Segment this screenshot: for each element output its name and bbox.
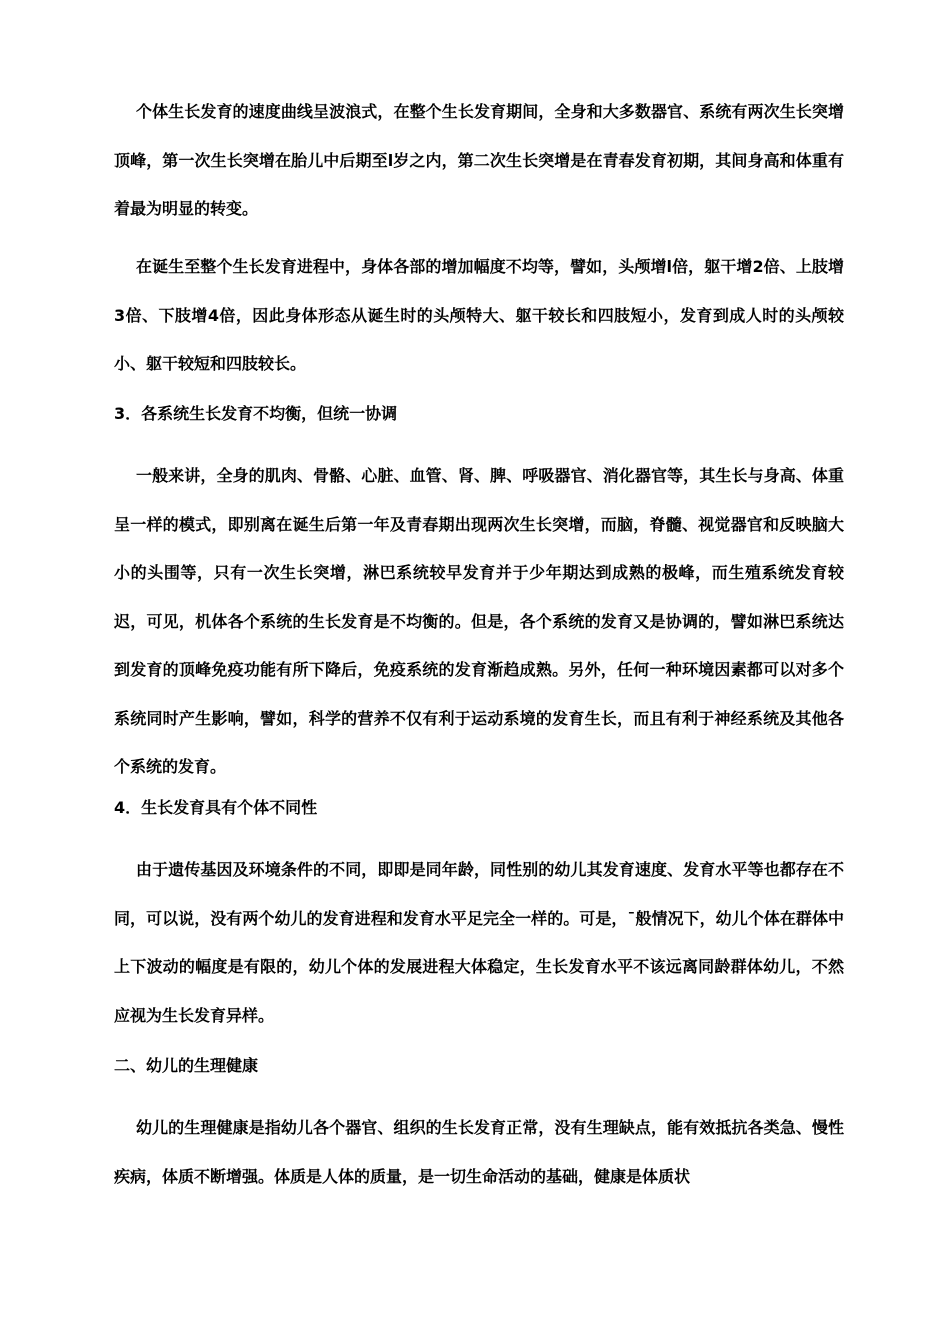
paragraph-growth-curve: 个体生长发育的速度曲线呈波浪式，在整个生长发育期间，全身和大多数器官、系统有两次生长突增顶峰，第一次生长突增在胎儿中后期至l岁之内，第二次生长突增是在青春发育初期，其间身高和体重有着最为明显的转变。 (114, 102, 844, 218)
paragraph-system-development: 一般来讲，全身的肌肉、骨骼、心脏、血管、肾、脾、呼吸器官、消化器官等，其生长与身高、体重呈一样的模式，即别离在诞生后第一年及青春期出现两次生长突增，而脑，脊髓、视觉器官和反映脑大小的头围等，只有一次生长突增，淋巴系统较早发育并于少年期达到成熟的极峰，而生殖系统发育较迟，可见，机体各个系统的生长发育是不均衡的。但是，各个系统的发育又是协调的，譬如淋巴系统达到发育的顶峰免疫功能有所下降后，免疫系统的发育渐趋成熟。另外，任何一种环境因素都可以对多个系统同时产生影响，譬如，科学的营养不仅有利于运动系境的发育生长，而且有利于神经系统及其他各个系统的发育。 (114, 466, 844, 776)
paragraph-physical-health: 幼儿的生理健康是指幼儿各个器官、组织的生长发育正常，没有生理缺点，能有效抵抗各类急、慢性疾病，体质不断增强。体质是人体的质量，是一切生命活动的基础，健康是体质状 (114, 1118, 844, 1186)
chapter-heading-physical-health: 二、幼儿的生理健康 (114, 1056, 259, 1075)
section-heading-4: 4．生长发育具有个体不同性 (114, 798, 318, 817)
section-heading-3: 3．各系统生长发育不均衡，但统一协调 (114, 404, 398, 423)
paragraph-individual-differences: 由于遗传基因及环境条件的不同，即即是同年龄，同性别的幼儿其发育速度、发育水平等也都存在不同，可以说，没有两个幼儿的发育进程和发育水平足完全一样的。可是，¯般情况下，幼儿个体在群体中上下波动的幅度是有限的，幼儿个体的发展进程大体稳定，生长发育水平不该远离同龄群体幼儿，不然应视为生长发育异样。 (114, 860, 844, 1025)
paragraph-body-proportions: 在诞生至整个生长发育进程中，身体各部的增加幅度不均等，譬如，头颅增l倍，躯干增2倍、上肢增3倍、下肢增4倍，因此身体形态从诞生时的头颅特大、躯干较长和四肢短小，发育到成人时的头颅较小、躯干较短和四肢较长。 (114, 257, 844, 373)
